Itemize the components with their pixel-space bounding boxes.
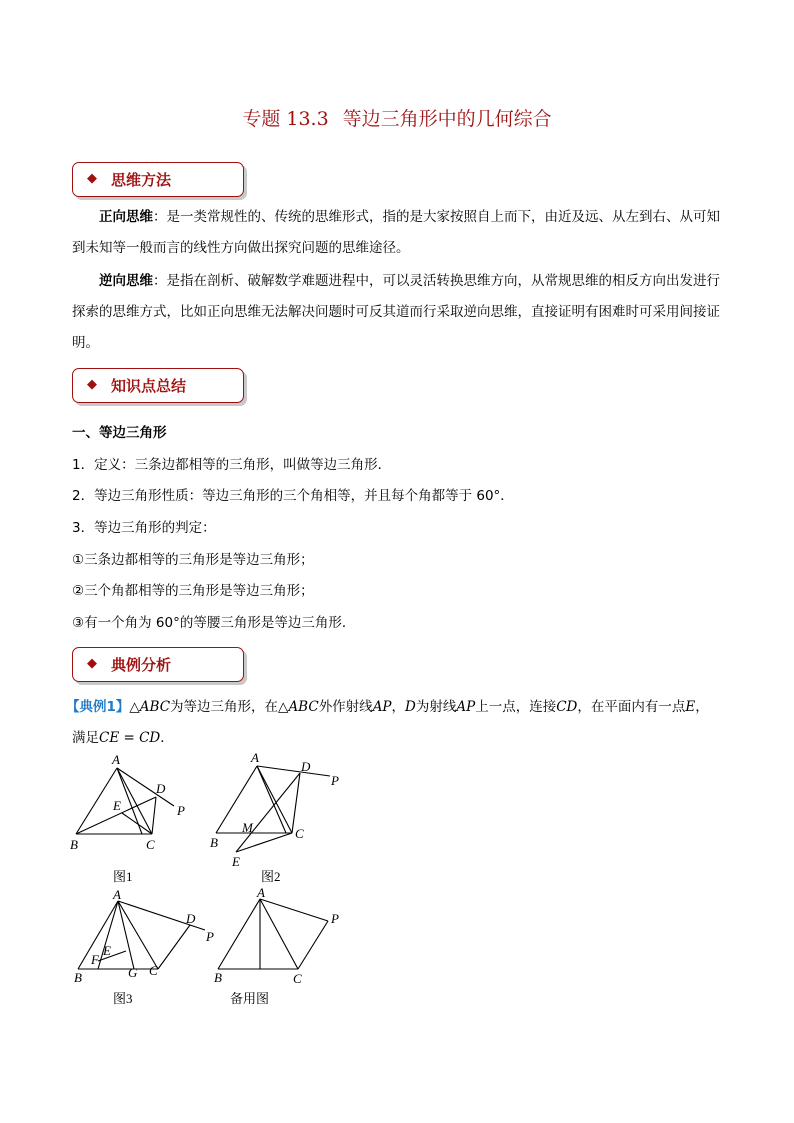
point-label-P: P [177, 803, 185, 818]
diamond-icon: ◆ [87, 377, 97, 392]
section-header-examples [72, 647, 244, 682]
figure-3-caption: 图3 [113, 991, 133, 1006]
point-label-C: C [146, 837, 155, 852]
example-tag: 【典例1】 [66, 699, 130, 715]
point-label-G: G [128, 965, 138, 980]
point-label-E: E [232, 854, 240, 869]
knowledge-item: ①三条边都相等的三角形是等边三角形； [72, 552, 314, 568]
section-header-knowledge [72, 368, 244, 403]
point-label-A: A [251, 750, 259, 765]
point-label-A: A [112, 752, 120, 767]
knowledge-item: 2．等边三角形性质：等边三角形的三个角相等，并且每个角都等于 60°． [72, 488, 514, 504]
point-label-A: A [113, 887, 121, 902]
knowledge-item: ③有一个角为 60°的等腰三角形是等边三角形． [72, 615, 356, 631]
section-title: 知识点总结 [111, 377, 187, 395]
point-label-P: P [331, 773, 339, 788]
forward-thinking-term: 正向思维 [99, 209, 153, 225]
reverse-thinking-text: ：是指在剖析、破解数学难题进程中，可以灵活转换思维方向，从常规思维的相反方向出发进行探索的思维方式，比如正向思维无法解决问题时可反其道而行采取逆向思维，直接证明有困难时可采用间接证明。 [72, 273, 720, 351]
diamond-icon: ◆ [87, 171, 97, 186]
figure-1 [60, 748, 200, 862]
point-label-B: B [70, 837, 78, 852]
point-label-E: E [103, 943, 111, 958]
point-label-C: C [293, 971, 302, 985]
knowledge-item: ②三个角都相等的三角形是等边三角形； [72, 583, 314, 599]
figure-3 [60, 885, 220, 989]
section-header-method [72, 162, 244, 197]
figure-2 [200, 748, 350, 877]
figure-1-caption: 图1 [113, 869, 133, 884]
knowledge-item: 1．定义：三条边都相等的三角形，叫做等边三角形． [72, 457, 392, 473]
diamond-icon: ◆ [87, 656, 97, 671]
figure-2-caption: 图2 [261, 869, 281, 884]
example1-line2: 满足CE = CD． [72, 730, 174, 746]
point-label-P: P [206, 929, 214, 944]
point-label-P: P [331, 911, 339, 926]
knowledge-item: 3．等边三角形的判定： [72, 520, 216, 536]
title-text: 等边三角形中的几何综合 [342, 108, 552, 130]
section-title: 典例分析 [111, 656, 172, 674]
point-label-B: B [214, 970, 222, 985]
point-label-E: E [113, 798, 121, 813]
knowledge-heading: 一、等边三角形 [72, 425, 167, 441]
point-label-D: D [186, 911, 196, 926]
point-label-F: F [91, 952, 99, 967]
point-label-D: D [301, 759, 311, 774]
point-label-C: C [295, 826, 304, 841]
figure-4-caption: 备用图 [230, 991, 270, 1006]
forward-thinking-text: ：是一类常规性的、传统的思维形式，指的是大家按照自上而下，由近及远、从左到右、从可知到未知等一般而言的线性方向做出探究问题的思维途径。 [72, 209, 720, 256]
example1-line1: 【典例1】△ABC为等边三角形，在△ABC外作射线AP，D为射线AP上一点，连接CD，在平面内有一点E， [66, 699, 709, 715]
point-label-A: A [257, 885, 265, 900]
title-number: 专题 13.3 [242, 108, 329, 130]
point-label-B: B [210, 835, 218, 850]
section-title: 思维方法 [111, 171, 172, 189]
reverse-thinking-term: 逆向思维 [99, 273, 153, 289]
point-label-M: M [242, 820, 253, 835]
reverse-thinking-paragraph [72, 266, 724, 359]
forward-thinking-paragraph [72, 202, 724, 264]
point-label-D: D [156, 781, 166, 796]
point-label-B: B [74, 970, 82, 985]
page-title [0, 104, 794, 131]
figure-4 [200, 885, 350, 989]
point-label-C: C [149, 963, 158, 978]
